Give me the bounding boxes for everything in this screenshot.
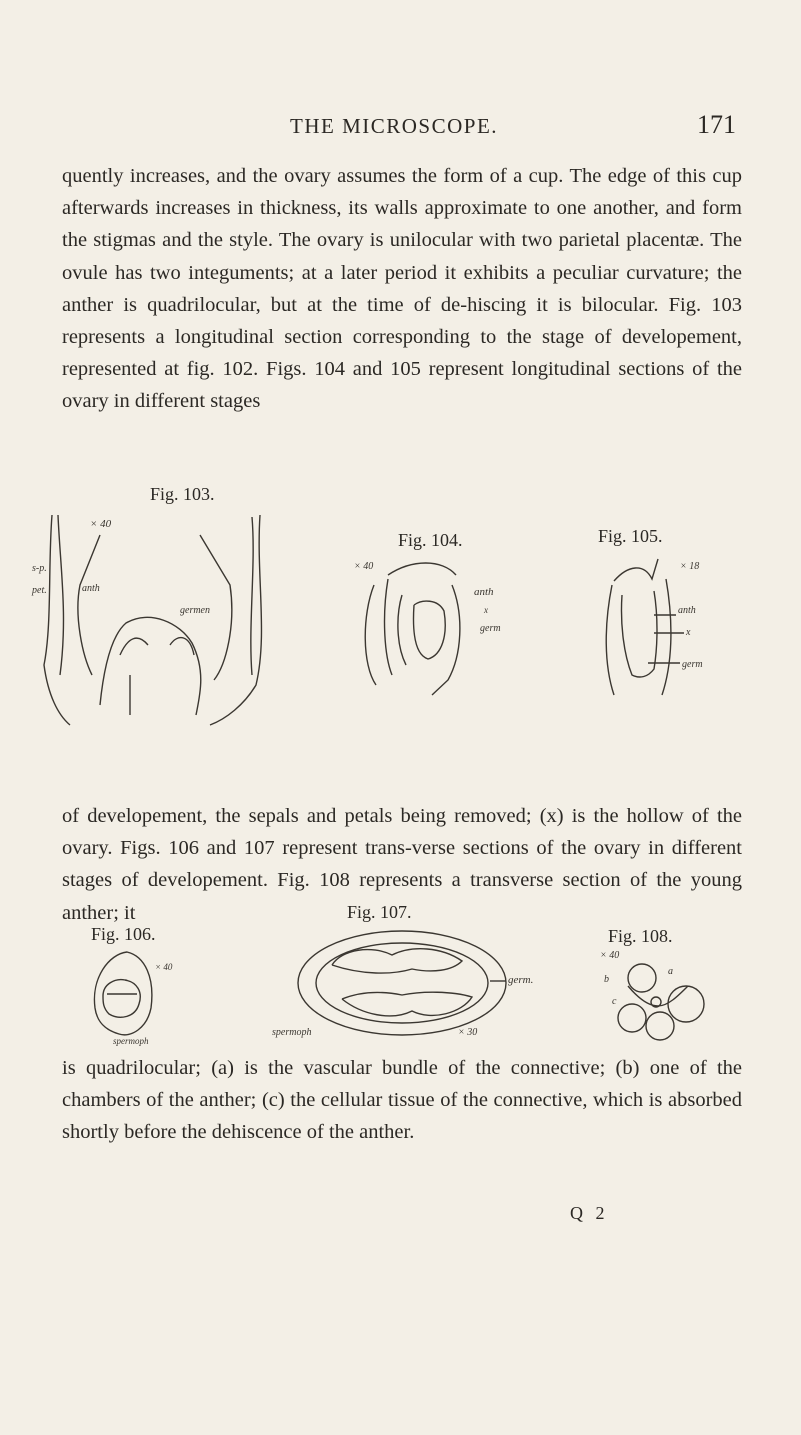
fig106-label-spermoph: spermoph <box>113 1036 149 1046</box>
fig105-label-anth: anth <box>678 605 696 616</box>
fig103-cup-left <box>78 535 100 675</box>
fig105-label-x: x <box>686 627 691 638</box>
fig106-caption: Fig. 106. <box>91 924 156 944</box>
page-number: 171 <box>697 110 736 139</box>
fig105-caption: Fig. 105. <box>598 526 663 546</box>
fig103-sepal-left <box>58 515 63 675</box>
fig105-label-germ: germ <box>682 659 703 670</box>
fig103-ovary <box>100 617 201 715</box>
fig104-top <box>388 563 456 575</box>
fig103-label-germen: germen <box>180 605 210 616</box>
fig108-chamber-3 <box>618 1004 646 1032</box>
fig107-caption: Fig. 107. <box>347 902 412 922</box>
fig105-illustration <box>588 555 728 700</box>
fig104-label-germ: germ <box>480 623 501 634</box>
fig105-inner <box>621 591 657 677</box>
fig103-label-anth: anth <box>82 583 100 594</box>
fig104-sepal <box>385 579 392 675</box>
fig108-label-b: b <box>604 974 609 985</box>
fig108-magnification: × 40 <box>600 950 620 961</box>
fig104-ovary-left <box>398 595 406 665</box>
fig103-caption: Fig. 103. <box>150 484 215 504</box>
fig106-inner <box>103 980 140 1018</box>
fig104-cavity <box>414 601 446 659</box>
fig107-label-spermoph: spermoph <box>272 1027 312 1038</box>
body-paragraph-3: is quadrilocular; (a) is the vascular bundle of the connective; (b) one of the chambers of the anther; (c) the cellular tissue of the connective, which is absorbed shortly before the dehiscence of the anther. <box>62 1057 742 1144</box>
fig103-sepal-right <box>251 517 253 675</box>
running-title: THE MICROSCOPE. <box>290 114 499 138</box>
fig103-placenta <box>120 638 194 655</box>
fig105-magnification: × 18 <box>680 561 700 572</box>
fig107-lobe-bottom <box>342 992 472 1016</box>
fig104-magnification: × 40 <box>354 561 374 572</box>
fig105-outer-right <box>662 579 671 695</box>
fig108-chamber-4 <box>646 1012 674 1040</box>
running-head <box>0 110 801 144</box>
fig104-outer <box>365 585 376 685</box>
fig103-outer-right <box>210 515 261 725</box>
fig106-magnification: × 40 <box>155 962 173 972</box>
fig108-illustration <box>598 946 728 1056</box>
fig104-label-anth: anth <box>474 586 494 598</box>
fig107-label-germ: germ. <box>508 974 534 986</box>
fig103-magnification: × 40 <box>90 518 112 530</box>
fig105-outer-left <box>606 585 614 695</box>
fig107-illustration <box>262 925 542 1055</box>
body-paragraph-2: of developement, the sepals and petals being removed; (x) is the hollow of the ovary. Figs. 106 and 107 represent trans-verse sections of the ovary in different stages of developement. Fig. 108 represents a transverse section of the young anther; it <box>62 805 742 924</box>
fig104-label-x: x <box>484 605 488 615</box>
fig103-label-sep: s-p. <box>32 563 47 574</box>
fig103-outer-left <box>44 515 70 725</box>
fig107-outer <box>298 931 506 1035</box>
fig108-label-c: c <box>612 996 617 1007</box>
fig104-ovary-right <box>432 585 460 695</box>
fig108-label-a: a <box>668 966 673 977</box>
fig103-illustration <box>30 505 280 730</box>
fig108-chamber-1 <box>628 964 656 992</box>
fig108-chamber-2 <box>668 986 704 1022</box>
fig106-illustration <box>85 948 195 1048</box>
body-paragraph-1: quently increases, and the ovary assumes the form of a cup. The edge of this cup afterwards increases in thickness, its walls approximate to one another, and form the stigmas and the style. The ovary is unilocular with two parietal placentæ. The ovule has two integuments; at a later period it exhibits a peculiar curvature; the anther is quadrilocular, but at the time of de-hiscing it is bilocular. Fig. 103 represents a longitudinal section corresponding to the stage of developement, represented at fig. 102. Figs. 104 and 105 represent longitudinal sections of the ovary in different stages <box>62 165 742 413</box>
fig104-caption: Fig. 104. <box>398 530 463 550</box>
fig108-connective <box>628 986 688 1006</box>
fig108-caption: Fig. 108. <box>608 926 673 946</box>
signature-mark: Q 2 <box>570 1203 609 1223</box>
fig107-magnification: × 30 <box>458 1027 478 1038</box>
fig107-lobe-top <box>332 949 462 973</box>
fig105-top <box>614 559 658 581</box>
fig104-illustration <box>352 555 522 695</box>
fig103-label-pet: pet. <box>32 585 47 596</box>
